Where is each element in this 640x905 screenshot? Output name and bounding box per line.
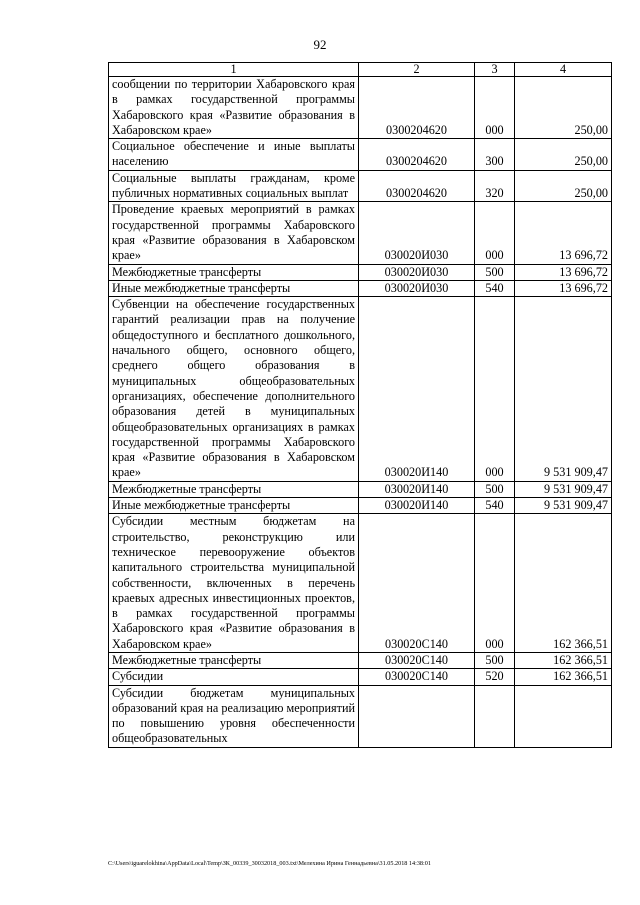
row-amount-cell: 162 366,51 bbox=[515, 514, 612, 653]
row-code-cell: 030020С140 bbox=[359, 652, 475, 668]
row-vr-cell bbox=[475, 685, 515, 747]
table-row bbox=[109, 170, 612, 202]
row-name-cell: сообщении по территории Хабаровского края в рамках государственной программы Хабаровского края «Развитие образования в Хабаровском крае» bbox=[109, 77, 359, 139]
row-code-cell: 030020И030 bbox=[359, 280, 475, 296]
column-header-4: 4 bbox=[515, 63, 612, 77]
row-amount-cell: 13 696,72 bbox=[515, 264, 612, 280]
row-vr-cell: 500 bbox=[475, 481, 515, 497]
row-code-cell: 0300204620 bbox=[359, 139, 475, 171]
budget-table bbox=[108, 62, 612, 748]
row-code-cell: 030020И030 bbox=[359, 202, 475, 264]
row-name-cell: Проведение краевых мероприятий в рамках государственной программы Хабаровского края «Развитие образования в Хабаровском крае» bbox=[109, 202, 359, 264]
row-amount-cell: 250,00 bbox=[515, 170, 612, 202]
table-row bbox=[109, 280, 612, 296]
row-code-cell: 030020С140 bbox=[359, 669, 475, 685]
column-header-3: 3 bbox=[475, 63, 515, 77]
row-code-cell: 030020С140 bbox=[359, 514, 475, 653]
row-code-cell: 030020И140 bbox=[359, 498, 475, 514]
row-name-cell: Субсидии местным бюджетам на строительство, реконструкцию или техническое перевооружение объектов капитального строительства муниципальной собственности, включенных в перечень краевых адресных инвестиционных проектов, в рамках государственной программы Хабаровского края «Развитие образования в Хабаровском крае» bbox=[109, 514, 359, 653]
row-vr-cell: 300 bbox=[475, 139, 515, 171]
row-amount-cell bbox=[515, 685, 612, 747]
file-path-footer: C:\Users\iguarelokhina\AppData\Local\Temp\ЗК_00339_30032018_003.txt\Мелехина Ирина Геннадьевна\31.05.2018 14:38:01 bbox=[108, 860, 431, 867]
row-name-cell: Субсидии bbox=[109, 669, 359, 685]
page-number: 92 bbox=[313, 37, 327, 52]
table-row bbox=[109, 139, 612, 171]
row-name-cell: Субвенции на обеспечение государственных гарантий реализации прав на получение общедоступного и бесплатного дошкольного, начального общего, основного общего, среднего общего образования в муниципальных общеобразовательных организациях, обеспечение дополнительного образования детей в муниципальных общеобразовательных организациях в рамках государственной программы Хабаровского края «Развитие образования в Хабаровском крае» bbox=[109, 297, 359, 482]
column-header-2: 2 bbox=[359, 63, 475, 77]
row-vr-cell: 000 bbox=[475, 297, 515, 482]
table-row bbox=[109, 652, 612, 668]
row-amount-cell: 250,00 bbox=[515, 139, 612, 171]
row-code-cell: 0300204620 bbox=[359, 170, 475, 202]
row-name-cell: Субсидии бюджетам муниципальных образований края на реализацию мероприятий по повышению уровня обеспеченности общеобразовательных bbox=[109, 685, 359, 747]
row-vr-cell: 540 bbox=[475, 498, 515, 514]
row-amount-cell: 9 531 909,47 bbox=[515, 498, 612, 514]
row-vr-cell: 320 bbox=[475, 170, 515, 202]
row-vr-cell: 540 bbox=[475, 280, 515, 296]
table-row bbox=[109, 669, 612, 685]
row-vr-cell: 000 bbox=[475, 77, 515, 139]
row-amount-cell: 162 366,51 bbox=[515, 669, 612, 685]
table-row bbox=[109, 202, 612, 264]
table-row bbox=[109, 264, 612, 280]
row-code-cell: 0300204620 bbox=[359, 77, 475, 139]
row-name-cell: Иные межбюджетные трансферты bbox=[109, 280, 359, 296]
column-header-1: 1 bbox=[109, 63, 359, 77]
row-amount-cell: 9 531 909,47 bbox=[515, 297, 612, 482]
row-name-cell: Иные межбюджетные трансферты bbox=[109, 498, 359, 514]
row-vr-cell: 500 bbox=[475, 264, 515, 280]
row-vr-cell: 520 bbox=[475, 669, 515, 685]
row-code-cell: 030020И140 bbox=[359, 297, 475, 482]
table-row bbox=[109, 498, 612, 514]
table-row bbox=[109, 77, 612, 139]
row-amount-cell: 162 366,51 bbox=[515, 652, 612, 668]
row-amount-cell: 250,00 bbox=[515, 77, 612, 139]
table-row bbox=[109, 514, 612, 653]
row-amount-cell: 13 696,72 bbox=[515, 280, 612, 296]
row-amount-cell: 13 696,72 bbox=[515, 202, 612, 264]
row-name-cell: Социальные выплаты гражданам, кроме публичных нормативных социальных выплат bbox=[109, 170, 359, 202]
row-vr-cell: 000 bbox=[475, 202, 515, 264]
row-vr-cell: 500 bbox=[475, 652, 515, 668]
table-row bbox=[109, 481, 612, 497]
table-header-row bbox=[109, 63, 612, 77]
table-row bbox=[109, 685, 612, 747]
row-name-cell: Межбюджетные трансферты bbox=[109, 481, 359, 497]
row-code-cell: 030020И140 bbox=[359, 481, 475, 497]
row-code-cell bbox=[359, 685, 475, 747]
row-code-cell: 030020И030 bbox=[359, 264, 475, 280]
row-name-cell: Межбюджетные трансферты bbox=[109, 652, 359, 668]
table-row bbox=[109, 297, 612, 482]
row-amount-cell: 9 531 909,47 bbox=[515, 481, 612, 497]
row-name-cell: Социальное обеспечение и иные выплаты населению bbox=[109, 139, 359, 171]
row-vr-cell: 000 bbox=[475, 514, 515, 653]
row-name-cell: Межбюджетные трансферты bbox=[109, 264, 359, 280]
